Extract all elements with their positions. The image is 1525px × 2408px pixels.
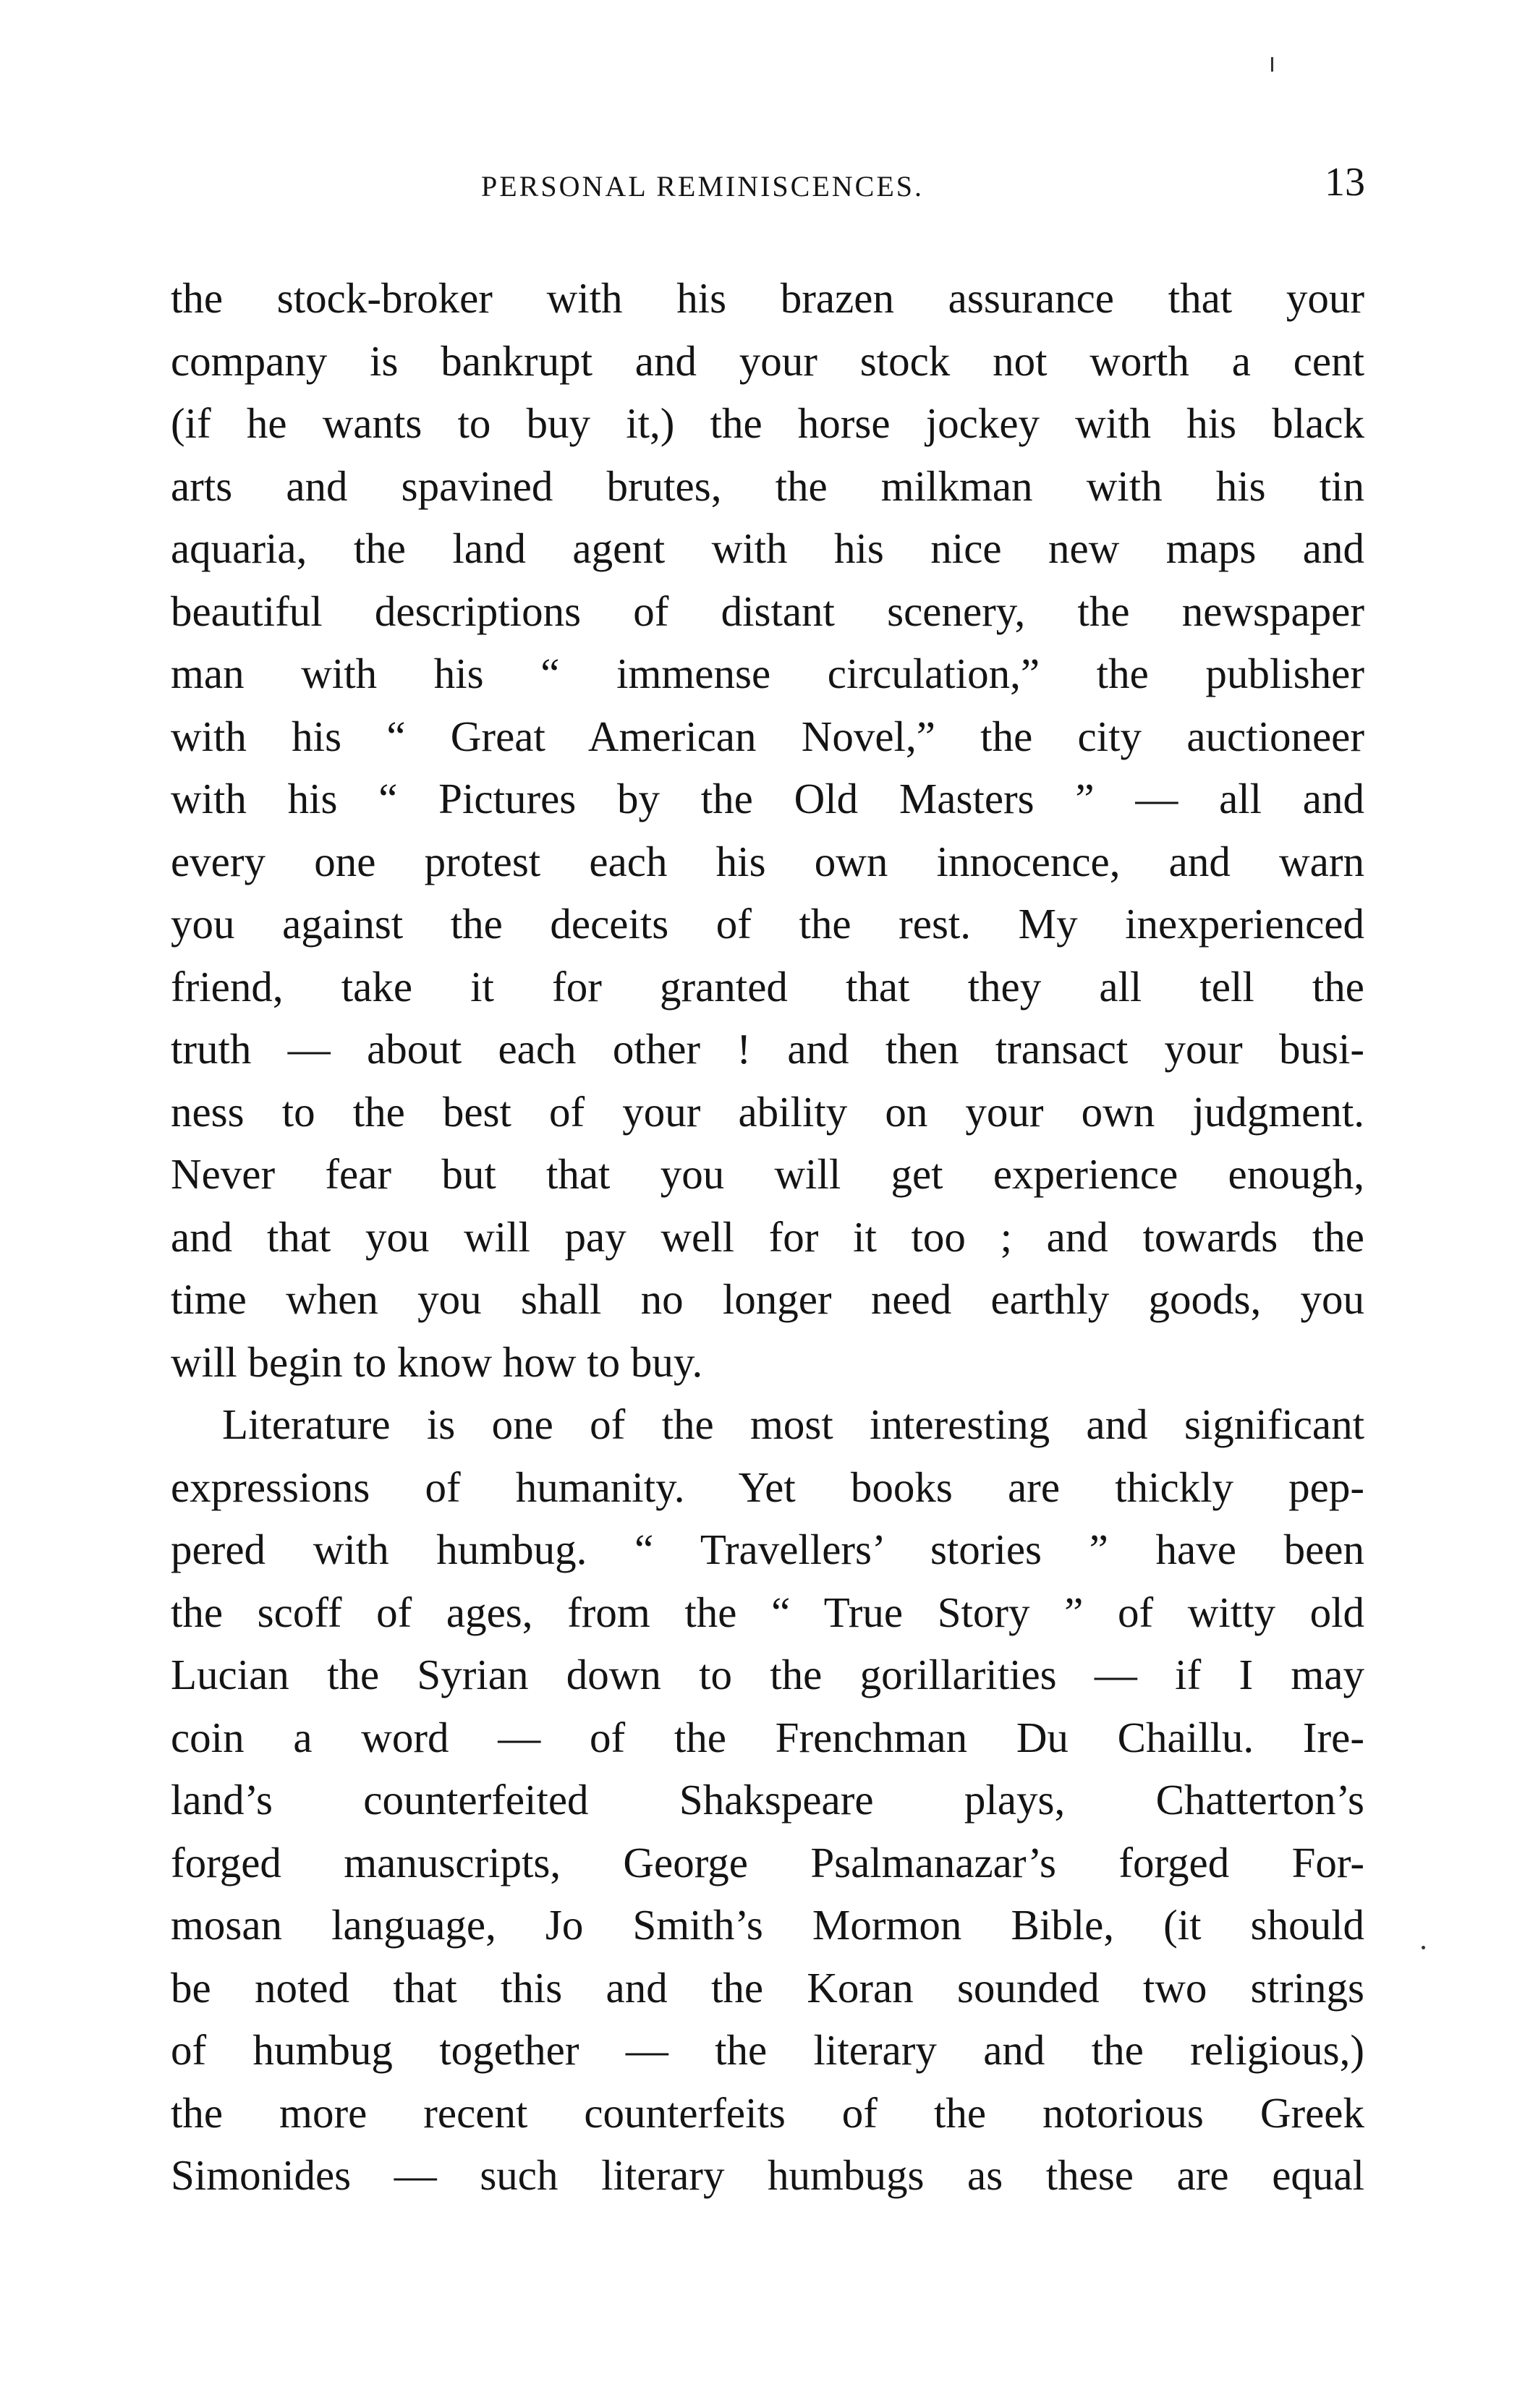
running-title: PERSONAL REMINISCENCES. <box>481 170 925 203</box>
text-line: man with his “ immense circulation,” the publisher <box>171 650 1364 697</box>
text-line: coin a word — of the Frenchman Du Chaillu. Ire- <box>171 1713 1364 1761</box>
text-line: will begin to know how to buy. <box>171 1337 703 1386</box>
page-number: 13 <box>1325 160 1365 205</box>
text-line: the more recent counterfeits of the notorious Greek <box>171 2088 1364 2137</box>
text-line: be noted that this and the Koran sounded two strings <box>171 1963 1364 2012</box>
text-line: with his “ Pictures by the Old Masters ” — all and <box>171 775 1364 822</box>
text-line: Simonides — such literary humbugs as these are equal <box>171 2151 1364 2199</box>
text-line: the scoff of ages, from the “ True Story ” of witty old <box>171 1588 1364 1636</box>
text-line: land’s counterfeited Shakspeare plays, Chatterton’s <box>171 1776 1364 1824</box>
text-line: with his “ Great American Novel,” the city auctioneer <box>171 712 1364 760</box>
text-line: Never fear but that you will get experience enough, <box>171 1150 1364 1198</box>
text-line: every one protest each his own innocence, and warn <box>171 837 1364 885</box>
text-line: company is bankrupt and your stock not worth a cent <box>171 336 1364 385</box>
text-line: and that you will pay well for it too ; and towards the <box>171 1212 1364 1261</box>
text-line: ness to the best of your ability on your own judgment. <box>171 1087 1364 1136</box>
body-text <box>171 267 1364 2207</box>
paragraph <box>171 267 1364 1393</box>
running-header <box>170 161 1365 211</box>
paragraph <box>171 1393 1364 2207</box>
text-line: beautiful descriptions of distant scenery, the newspaper <box>171 587 1364 635</box>
text-line: you against the deceits of the rest. My inexperienced <box>171 900 1364 948</box>
text-line: friend, take it for granted that they all tell the <box>171 962 1364 1011</box>
text-line: (if he wants to buy it,) the horse jockey with his black <box>171 399 1364 447</box>
text-line: Lucian the Syrian down to the gorillarities — if I may <box>171 1651 1364 1698</box>
text-line: arts and spavined brutes, the milkman with his tin <box>171 461 1364 510</box>
text-line: Literature is one of the most interesting and significant <box>222 1400 1364 1448</box>
text-line: truth — about each other ! and then transact your busi- <box>171 1025 1364 1073</box>
text-line: of humbug together — the literary and the religious,) <box>171 2026 1364 2074</box>
text-line: aquaria, the land agent with his nice new maps and <box>171 524 1364 572</box>
text-line: pered with humbug. “ Travellers’ stories ” have been <box>171 1526 1364 1573</box>
printer-mark <box>1271 57 1273 72</box>
text-line: expressions of humanity. Yet books are thickly pep- <box>171 1463 1364 1511</box>
text-line: forged manuscripts, George Psalmanazar’s forged For- <box>171 1838 1364 1886</box>
ink-speck <box>1422 1946 1425 1949</box>
text-line: the stock-broker with his brazen assurance that your <box>171 274 1364 322</box>
text-line: time when you shall no longer need earthly goods, you <box>171 1275 1364 1323</box>
text-line: mosan language, Jo Smith’s Mormon Bible, (it should <box>171 1901 1364 1949</box>
